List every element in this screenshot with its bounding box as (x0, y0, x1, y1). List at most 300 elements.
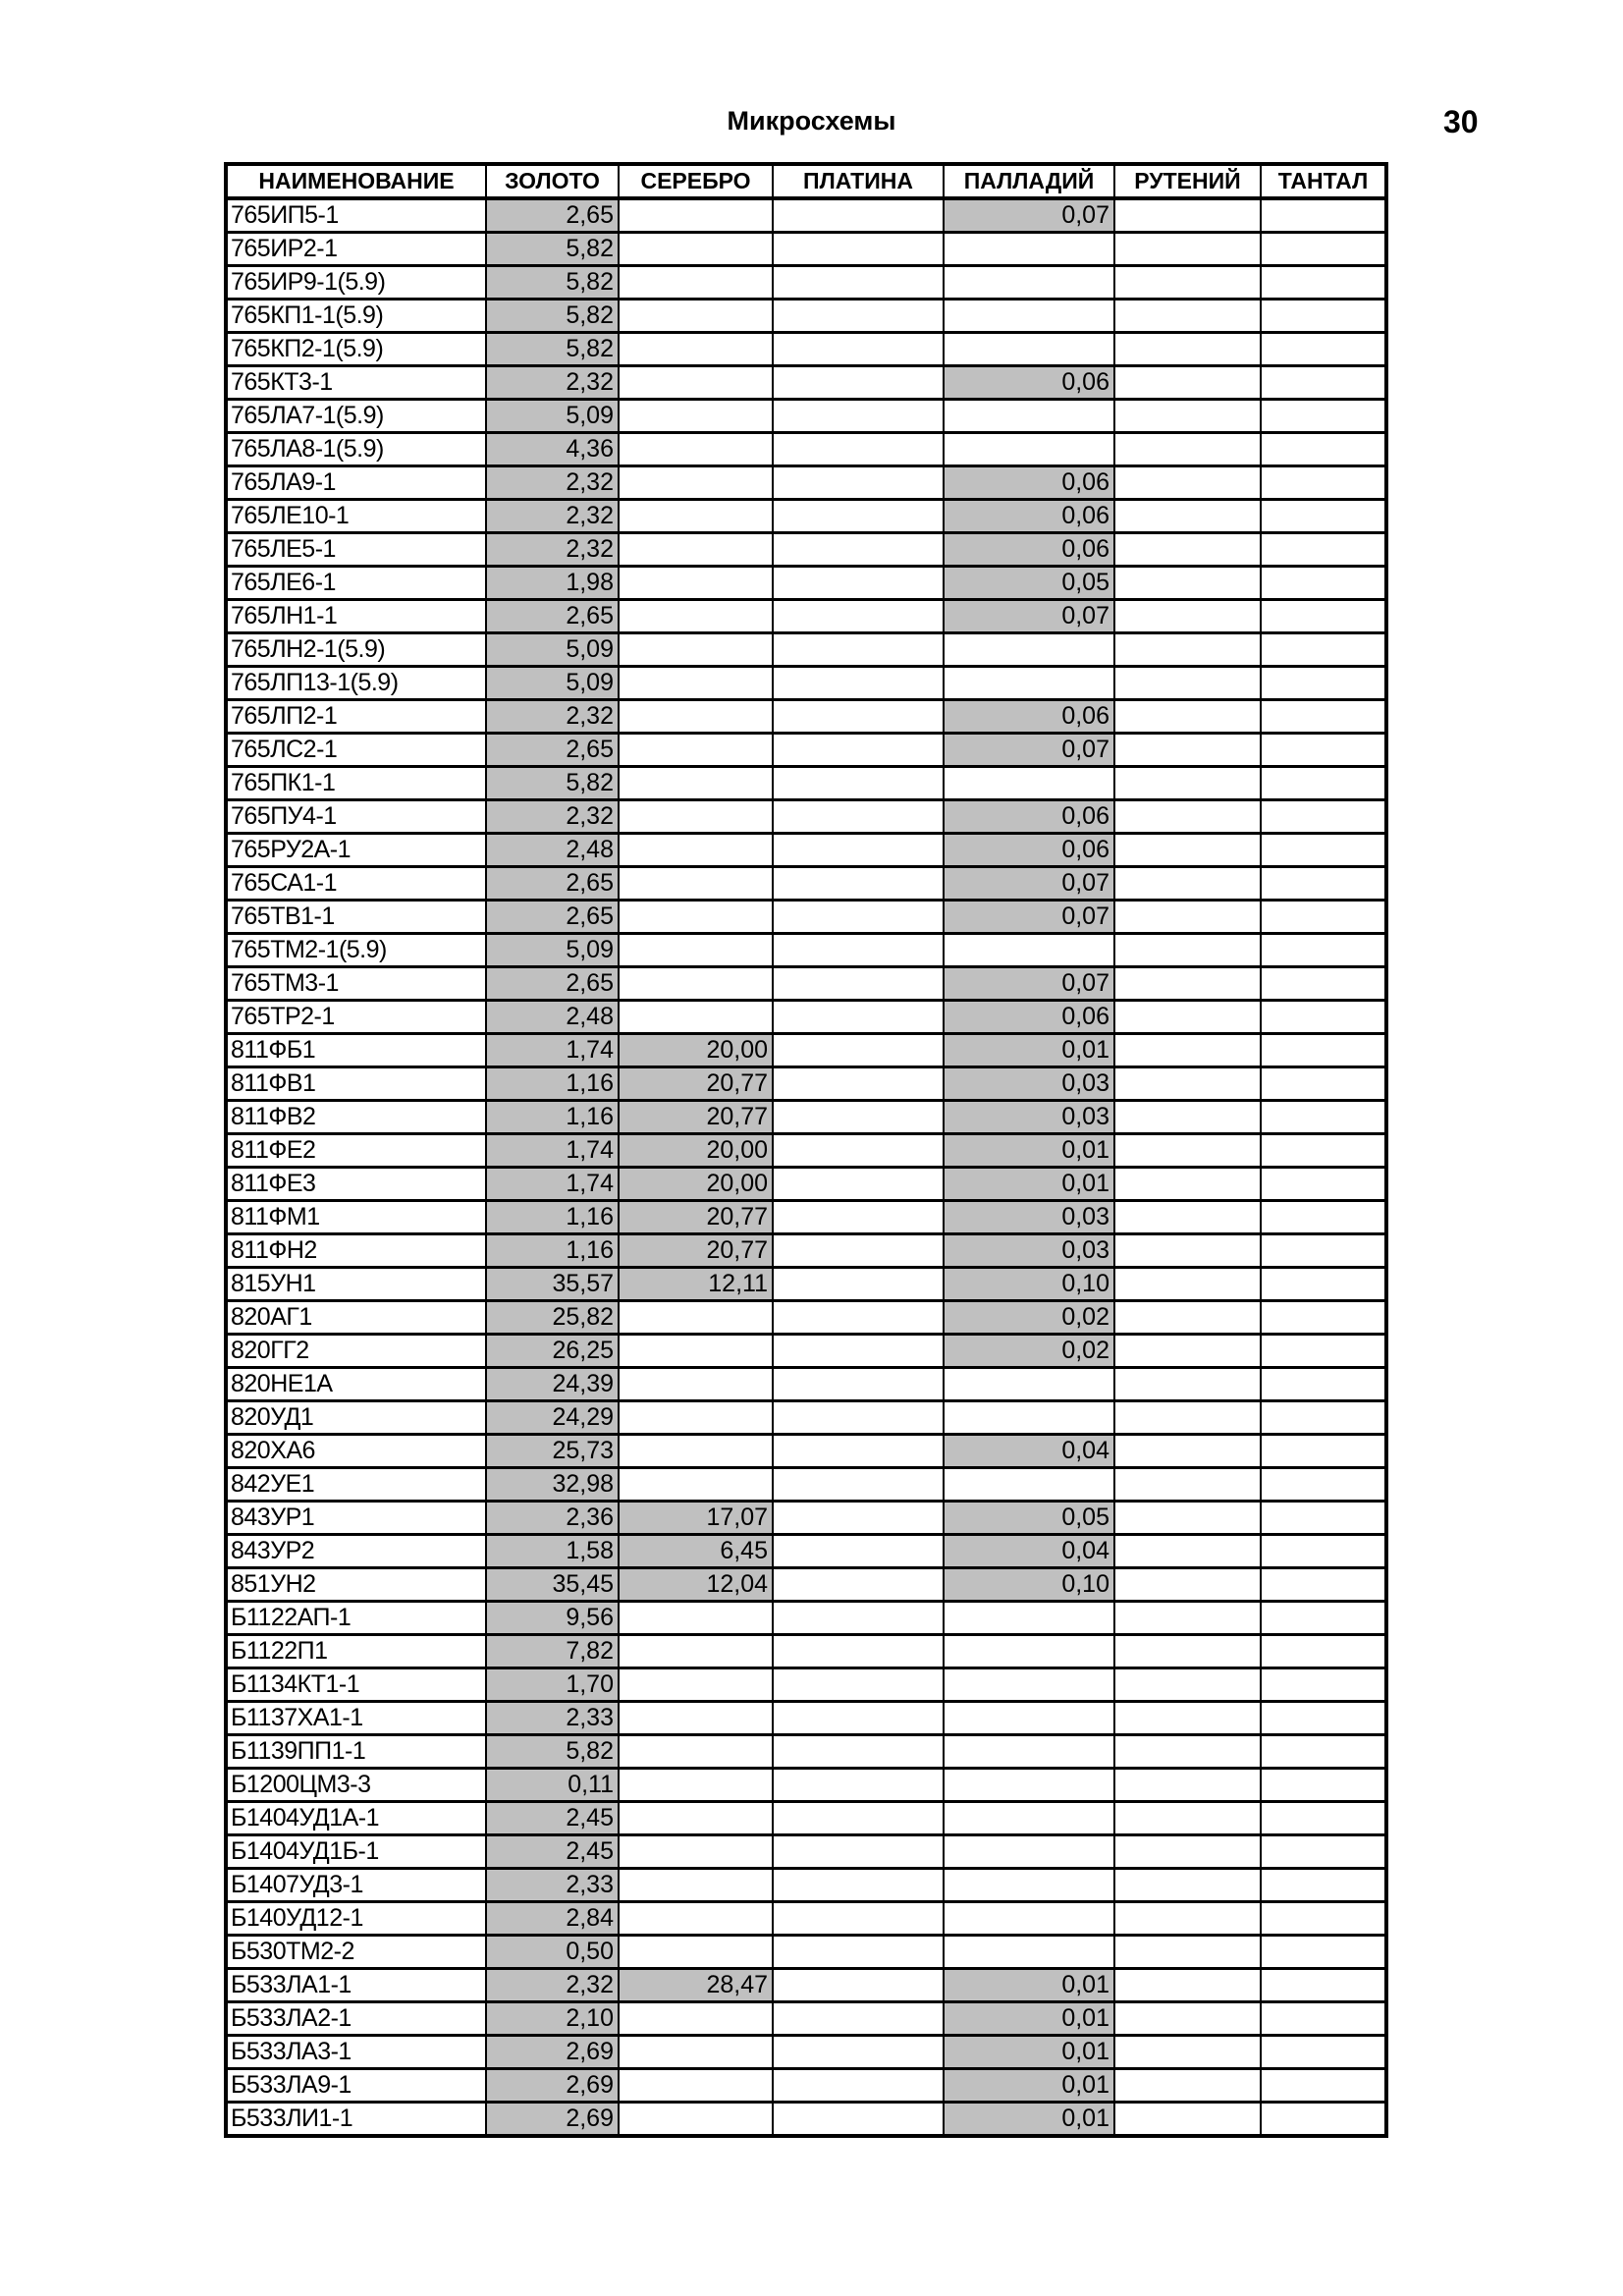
cell-platinum (773, 1435, 944, 1468)
cell-ruthenium (1114, 2036, 1261, 2069)
cell-tantalum (1261, 333, 1386, 366)
cell-palladium (944, 934, 1114, 967)
cell-ruthenium (1114, 198, 1261, 233)
cell-palladium: 0,03 (944, 1101, 1114, 1134)
table-row (226, 1201, 1386, 1234)
table-row (226, 1635, 1386, 1668)
cell-ruthenium (1114, 1869, 1261, 1902)
table-row (226, 1101, 1386, 1134)
cell-platinum (773, 867, 944, 901)
cell-name: 811ФЕ2 (226, 1134, 486, 1168)
table-row (226, 1001, 1386, 1034)
cell-platinum (773, 600, 944, 633)
cell-silver (619, 1335, 773, 1368)
cell-name: 811ФН2 (226, 1234, 486, 1268)
cell-palladium: 0,01 (944, 1034, 1114, 1067)
cell-palladium: 0,10 (944, 1268, 1114, 1301)
cell-silver (619, 901, 773, 934)
cell-silver (619, 466, 773, 500)
cell-tantalum (1261, 400, 1386, 433)
cell-name: 851УН2 (226, 1568, 486, 1602)
cell-tantalum (1261, 1468, 1386, 1502)
cell-palladium (944, 1802, 1114, 1835)
cell-tantalum (1261, 1735, 1386, 1769)
cell-ruthenium (1114, 366, 1261, 400)
table-row (226, 1034, 1386, 1067)
cell-ruthenium (1114, 1668, 1261, 1702)
cell-platinum (773, 901, 944, 934)
cell-silver (619, 2036, 773, 2069)
cell-palladium (944, 1668, 1114, 1702)
cell-tantalum (1261, 500, 1386, 533)
cell-silver (619, 400, 773, 433)
cell-platinum (773, 198, 944, 233)
cell-platinum (773, 300, 944, 333)
cell-platinum (773, 1802, 944, 1835)
cell-tantalum (1261, 1234, 1386, 1268)
cell-ruthenium (1114, 1034, 1261, 1067)
cell-gold: 2,48 (486, 834, 619, 867)
cell-gold: 1,70 (486, 1668, 619, 1702)
cell-silver (619, 2002, 773, 2036)
cell-silver (619, 834, 773, 867)
cell-tantalum (1261, 1869, 1386, 1902)
cell-name: Б533ЛА1-1 (226, 1969, 486, 2002)
cell-tantalum (1261, 1401, 1386, 1435)
cell-silver (619, 600, 773, 633)
cell-palladium: 0,01 (944, 2103, 1114, 2137)
table-row (226, 500, 1386, 533)
cell-name: 765ЛН1-1 (226, 600, 486, 633)
cell-palladium (944, 1368, 1114, 1401)
cell-silver: 20,00 (619, 1034, 773, 1067)
cell-silver (619, 2103, 773, 2137)
cell-name: 765ЛЕ10-1 (226, 500, 486, 533)
cell-tantalum (1261, 1535, 1386, 1568)
cell-silver (619, 633, 773, 667)
cell-palladium: 0,06 (944, 500, 1114, 533)
cell-platinum (773, 433, 944, 466)
cell-silver: 12,04 (619, 1568, 773, 1602)
cell-silver (619, 967, 773, 1001)
cell-gold: 5,09 (486, 633, 619, 667)
cell-gold: 35,45 (486, 1568, 619, 1602)
cell-tantalum (1261, 366, 1386, 400)
col-header-platinum: ПЛАТИНА (773, 164, 944, 198)
cell-gold: 0,11 (486, 1769, 619, 1802)
cell-gold: 1,16 (486, 1234, 619, 1268)
cell-silver (619, 1635, 773, 1668)
cell-gold: 2,45 (486, 1802, 619, 1835)
cell-ruthenium (1114, 667, 1261, 700)
cell-silver (619, 1301, 773, 1335)
cell-ruthenium (1114, 1101, 1261, 1134)
cell-platinum (773, 1368, 944, 1401)
table-row (226, 1502, 1386, 1535)
cell-ruthenium (1114, 500, 1261, 533)
cell-gold: 32,98 (486, 1468, 619, 1502)
table-header-row (226, 164, 1386, 198)
cell-gold: 2,69 (486, 2036, 619, 2069)
cell-gold: 5,09 (486, 667, 619, 700)
table-row (226, 901, 1386, 934)
cell-name: 820ХА6 (226, 1435, 486, 1468)
cell-gold: 24,39 (486, 1368, 619, 1401)
cell-silver: 20,00 (619, 1134, 773, 1168)
cell-platinum (773, 834, 944, 867)
cell-tantalum (1261, 834, 1386, 867)
table-row (226, 667, 1386, 700)
cell-ruthenium (1114, 1234, 1261, 1268)
col-header-ruthenium: РУТЕНИЙ (1114, 164, 1261, 198)
cell-gold: 4,36 (486, 433, 619, 466)
cell-name: Б140УД12-1 (226, 1902, 486, 1936)
cell-gold: 7,82 (486, 1635, 619, 1668)
col-header-gold: ЗОЛОТО (486, 164, 619, 198)
cell-gold: 35,57 (486, 1268, 619, 1301)
cell-name: Б1137ХА1-1 (226, 1702, 486, 1735)
col-header-palladium: ПАЛЛАДИЙ (944, 164, 1114, 198)
table-row (226, 1401, 1386, 1435)
cell-palladium (944, 1869, 1114, 1902)
cell-tantalum (1261, 1702, 1386, 1735)
cell-name: 765ЛП13-1(5.9) (226, 667, 486, 700)
cell-platinum (773, 1936, 944, 1969)
cell-platinum (773, 1101, 944, 1134)
cell-gold: 5,82 (486, 1735, 619, 1769)
cell-name: 820ГГ2 (226, 1335, 486, 1368)
cell-name: Б1407УД3-1 (226, 1869, 486, 1902)
cell-palladium: 0,05 (944, 1502, 1114, 1535)
cell-gold: 1,16 (486, 1201, 619, 1234)
table-row (226, 198, 1386, 233)
table-row (226, 734, 1386, 767)
cell-platinum (773, 800, 944, 834)
cell-palladium: 0,02 (944, 1301, 1114, 1335)
cell-tantalum (1261, 233, 1386, 266)
cell-name: 765ТВ1-1 (226, 901, 486, 934)
cell-ruthenium (1114, 266, 1261, 300)
cell-gold: 2,48 (486, 1001, 619, 1034)
cell-gold: 5,82 (486, 266, 619, 300)
cell-name: Б1122АП-1 (226, 1602, 486, 1635)
page-number: 30 (1443, 104, 1479, 139)
cell-platinum (773, 333, 944, 366)
cell-tantalum (1261, 867, 1386, 901)
table-row (226, 1301, 1386, 1335)
cell-silver (619, 1835, 773, 1869)
cell-ruthenium (1114, 1568, 1261, 1602)
cell-palladium: 0,06 (944, 533, 1114, 567)
cell-palladium (944, 1735, 1114, 1769)
cell-palladium (944, 1635, 1114, 1668)
cell-tantalum (1261, 1168, 1386, 1201)
cell-palladium (944, 333, 1114, 366)
table-row (226, 1168, 1386, 1201)
col-header-silver: СЕРЕБРО (619, 164, 773, 198)
cell-ruthenium (1114, 533, 1261, 567)
cell-name: 765ЛС2-1 (226, 734, 486, 767)
table-row (226, 1335, 1386, 1368)
cell-platinum (773, 633, 944, 667)
cell-platinum (773, 2069, 944, 2103)
cell-gold: 2,69 (486, 2069, 619, 2103)
cell-silver (619, 1668, 773, 1702)
cell-name: Б1200ЦМ3-3 (226, 1769, 486, 1802)
cell-palladium: 0,03 (944, 1201, 1114, 1234)
cell-tantalum (1261, 734, 1386, 767)
cell-tantalum (1261, 700, 1386, 734)
cell-tantalum (1261, 1835, 1386, 1869)
cell-palladium (944, 1835, 1114, 1869)
cell-silver (619, 233, 773, 266)
cell-gold: 2,45 (486, 1835, 619, 1869)
cell-silver (619, 1735, 773, 1769)
cell-platinum (773, 934, 944, 967)
cell-palladium: 0,04 (944, 1435, 1114, 1468)
cell-platinum (773, 700, 944, 734)
cell-palladium: 0,10 (944, 1568, 1114, 1602)
table-row (226, 1835, 1386, 1869)
cell-tantalum (1261, 567, 1386, 600)
cell-name: Б533ЛА3-1 (226, 2036, 486, 2069)
cell-gold: 2,32 (486, 700, 619, 734)
table-row (226, 1936, 1386, 1969)
cell-palladium: 0,01 (944, 1168, 1114, 1201)
cell-tantalum (1261, 967, 1386, 1001)
table-row (226, 1268, 1386, 1301)
cell-palladium: 0,05 (944, 567, 1114, 600)
cell-name: 820УД1 (226, 1401, 486, 1435)
cell-ruthenium (1114, 1602, 1261, 1635)
table-row (226, 1769, 1386, 1802)
cell-palladium: 0,06 (944, 1001, 1114, 1034)
cell-gold: 2,69 (486, 2103, 619, 2137)
cell-tantalum (1261, 1802, 1386, 1835)
table-row (226, 2002, 1386, 2036)
cell-platinum (773, 1067, 944, 1101)
table-row (226, 1869, 1386, 1902)
cell-ruthenium (1114, 1535, 1261, 1568)
cell-gold: 2,32 (486, 366, 619, 400)
cell-palladium: 0,03 (944, 1067, 1114, 1101)
cell-name: 820НЕ1А (226, 1368, 486, 1401)
cell-tantalum (1261, 466, 1386, 500)
cell-tantalum (1261, 767, 1386, 800)
cell-platinum (773, 1568, 944, 1602)
cell-silver (619, 500, 773, 533)
cell-palladium: 0,07 (944, 901, 1114, 934)
cell-palladium (944, 233, 1114, 266)
table-row (226, 967, 1386, 1001)
cell-ruthenium (1114, 1468, 1261, 1502)
page-title: Микросхемы (727, 106, 896, 136)
cell-gold: 2,32 (486, 466, 619, 500)
cell-name: 820АГ1 (226, 1301, 486, 1335)
cell-ruthenium (1114, 466, 1261, 500)
cell-tantalum (1261, 533, 1386, 567)
cell-platinum (773, 466, 944, 500)
cell-silver (619, 1869, 773, 1902)
cell-tantalum (1261, 2036, 1386, 2069)
cell-silver (619, 300, 773, 333)
cell-ruthenium (1114, 1001, 1261, 1034)
cell-gold: 1,74 (486, 1134, 619, 1168)
cell-ruthenium (1114, 567, 1261, 600)
table-row (226, 1134, 1386, 1168)
cell-ruthenium (1114, 333, 1261, 366)
cell-gold: 1,58 (486, 1535, 619, 1568)
cell-palladium: 0,01 (944, 2036, 1114, 2069)
cell-name: 765ЛА8-1(5.9) (226, 433, 486, 466)
cell-tantalum (1261, 1635, 1386, 1668)
cell-gold: 5,82 (486, 233, 619, 266)
cell-tantalum (1261, 1568, 1386, 1602)
cell-tantalum (1261, 1435, 1386, 1468)
cell-ruthenium (1114, 967, 1261, 1001)
cell-platinum (773, 1134, 944, 1168)
cell-name: 765ПУ4-1 (226, 800, 486, 834)
table-row (226, 567, 1386, 600)
cell-name: Б1404УД1А-1 (226, 1802, 486, 1835)
cell-gold: 5,09 (486, 400, 619, 433)
cell-platinum (773, 1268, 944, 1301)
cell-tantalum (1261, 433, 1386, 466)
cell-palladium (944, 767, 1114, 800)
cell-palladium: 0,06 (944, 466, 1114, 500)
cell-gold: 1,74 (486, 1034, 619, 1067)
cell-name: 765ЛН2-1(5.9) (226, 633, 486, 667)
cell-gold: 1,98 (486, 567, 619, 600)
cell-platinum (773, 1535, 944, 1568)
table-row (226, 1802, 1386, 1835)
cell-platinum (773, 567, 944, 600)
cell-name: 765СА1-1 (226, 867, 486, 901)
cell-silver (619, 567, 773, 600)
cell-platinum (773, 1201, 944, 1234)
cell-platinum (773, 1668, 944, 1702)
cell-name: 765ТМ2-1(5.9) (226, 934, 486, 967)
cell-ruthenium (1114, 1802, 1261, 1835)
cell-ruthenium (1114, 1635, 1261, 1668)
cell-silver (619, 1001, 773, 1034)
cell-palladium: 0,01 (944, 2002, 1114, 2036)
cell-silver (619, 1401, 773, 1435)
cell-gold: 0,50 (486, 1936, 619, 1969)
cell-gold: 2,65 (486, 901, 619, 934)
cell-silver (619, 867, 773, 901)
table-row (226, 1468, 1386, 1502)
cell-name: 811ФБ1 (226, 1034, 486, 1067)
cell-silver (619, 333, 773, 366)
cell-palladium: 0,04 (944, 1535, 1114, 1568)
cell-platinum (773, 266, 944, 300)
cell-silver (619, 198, 773, 233)
cell-ruthenium (1114, 433, 1261, 466)
cell-name: 811ФМ1 (226, 1201, 486, 1234)
cell-palladium (944, 1401, 1114, 1435)
cell-platinum (773, 1835, 944, 1869)
cell-tantalum (1261, 633, 1386, 667)
cell-tantalum (1261, 1936, 1386, 1969)
table-row (226, 800, 1386, 834)
table-row (226, 1234, 1386, 1268)
cell-silver (619, 800, 773, 834)
cell-gold: 2,65 (486, 967, 619, 1001)
cell-palladium: 0,03 (944, 1234, 1114, 1268)
cell-name: 811ФВ1 (226, 1067, 486, 1101)
cell-ruthenium (1114, 1134, 1261, 1168)
cell-ruthenium (1114, 1502, 1261, 1535)
table-row (226, 1735, 1386, 1769)
cell-palladium: 0,07 (944, 734, 1114, 767)
cell-name: 765ПК1-1 (226, 767, 486, 800)
cell-platinum (773, 967, 944, 1001)
cell-name: 765КП2-1(5.9) (226, 333, 486, 366)
cell-ruthenium (1114, 2002, 1261, 2036)
cell-palladium: 0,01 (944, 1969, 1114, 2002)
cell-tantalum (1261, 1001, 1386, 1034)
cell-palladium: 0,07 (944, 600, 1114, 633)
table-row (226, 433, 1386, 466)
table-row (226, 1668, 1386, 1702)
cell-name: Б1134КТ1-1 (226, 1668, 486, 1702)
table-row (226, 2103, 1386, 2137)
cell-silver: 28,47 (619, 1969, 773, 2002)
table-row (226, 300, 1386, 333)
table-row (226, 1568, 1386, 1602)
cell-name: 811ФЕ3 (226, 1168, 486, 1201)
cell-silver (619, 667, 773, 700)
table-row (226, 1902, 1386, 1936)
cell-ruthenium (1114, 1301, 1261, 1335)
cell-palladium: 0,02 (944, 1335, 1114, 1368)
cell-gold: 2,33 (486, 1869, 619, 1902)
cell-platinum (773, 1702, 944, 1735)
cell-name: Б1404УД1Б-1 (226, 1835, 486, 1869)
cell-tantalum (1261, 1268, 1386, 1301)
cell-silver: 20,77 (619, 1201, 773, 1234)
table-row (226, 1368, 1386, 1401)
cell-palladium (944, 1468, 1114, 1502)
cell-tantalum (1261, 1969, 1386, 2002)
cell-platinum (773, 1468, 944, 1502)
cell-tantalum (1261, 1769, 1386, 1802)
cell-ruthenium (1114, 1936, 1261, 1969)
cell-palladium: 0,07 (944, 867, 1114, 901)
cell-palladium (944, 633, 1114, 667)
cell-platinum (773, 2103, 944, 2137)
cell-silver (619, 1936, 773, 1969)
cell-palladium: 0,07 (944, 198, 1114, 233)
cell-tantalum (1261, 1368, 1386, 1401)
table-row (226, 1702, 1386, 1735)
cell-ruthenium (1114, 901, 1261, 934)
cell-name: 843УР2 (226, 1535, 486, 1568)
cell-silver (619, 1435, 773, 1468)
table-row (226, 633, 1386, 667)
cell-tantalum (1261, 800, 1386, 834)
cell-platinum (773, 1168, 944, 1201)
cell-tantalum (1261, 1201, 1386, 1234)
cell-name: Б530ТМ2-2 (226, 1936, 486, 1969)
cell-name: Б533ЛА2-1 (226, 2002, 486, 2036)
cell-ruthenium (1114, 1067, 1261, 1101)
cell-name: 765ЛЕ5-1 (226, 533, 486, 567)
cell-ruthenium (1114, 800, 1261, 834)
cell-gold: 2,32 (486, 1969, 619, 2002)
cell-gold: 2,84 (486, 1902, 619, 1936)
